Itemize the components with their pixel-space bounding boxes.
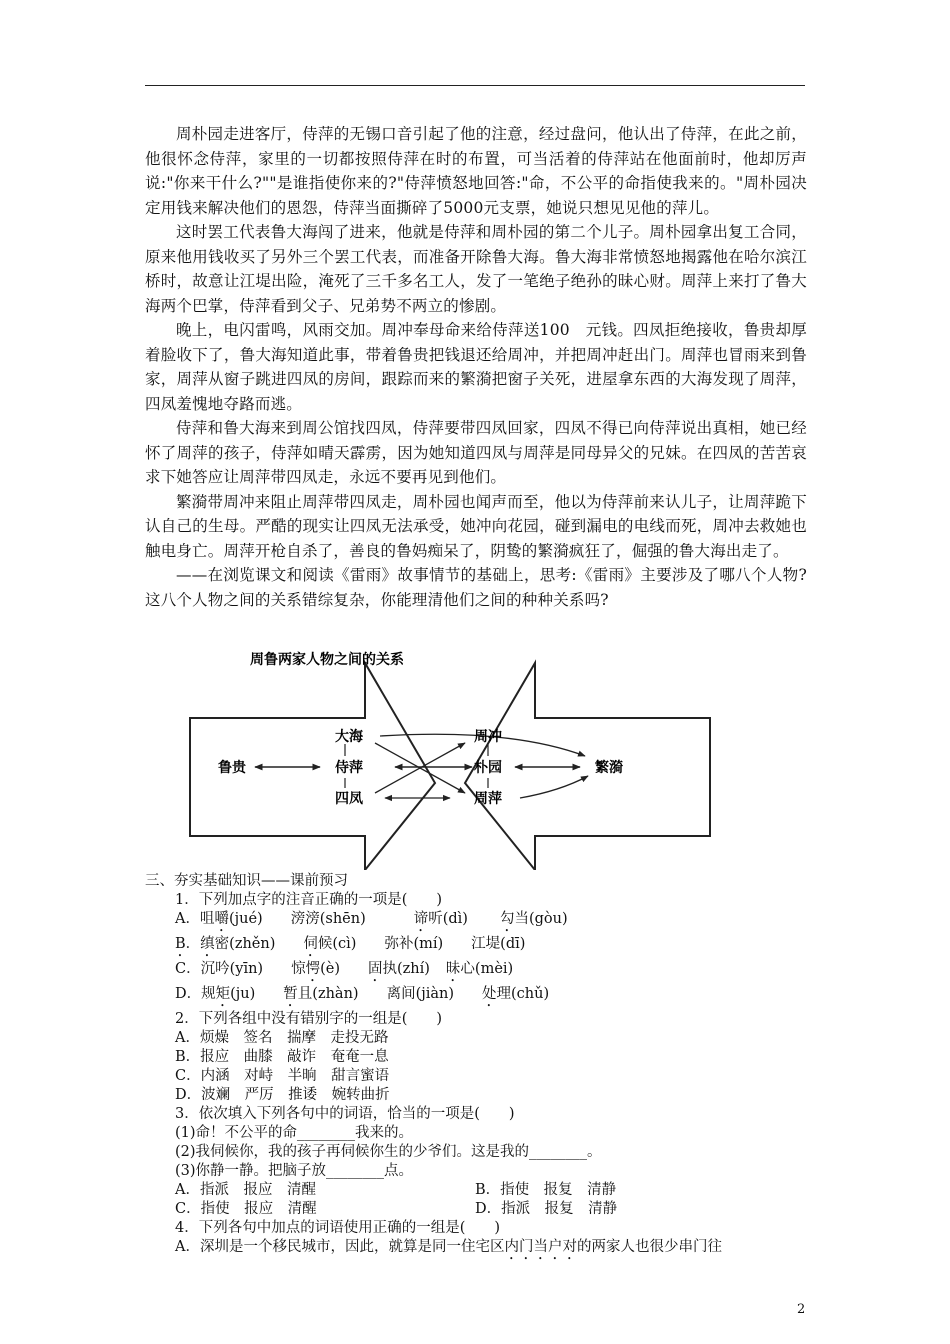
header-rule [145, 85, 805, 86]
q2-option-d: D．波斓 严厉 推诿 婉转曲折 [175, 1087, 390, 1103]
q4-option-a: A．深圳是一个移民城市，因此，就算是同一住宅区内门当户对的两家人也很少串门往 [175, 1239, 722, 1255]
q3-options-ab [175, 1181, 815, 1200]
story-paragraph-4: 侍萍和鲁大海来到周公馆找四凤，侍萍要带四凤回家，四凤不得已向侍萍说出真相，她已经怀了周萍的孩子，侍萍如晴天霹雳，因为她知道四凤与周萍是同母异父的兄妹。在四凤的苦苦哀求下她答应让周萍带四凤走，永远不要再见到他们。 [145, 419, 807, 486]
q1-option-b: B．缜密(zhěn) 伺候(cì) 弥补(mí) 江堤(dī) [175, 936, 526, 952]
q2-stem: 2．下列各组中没有错别字的一组是( ) [175, 1011, 443, 1027]
story-paragraph-1: 周朴园走进客厅，侍萍的无锡口音引起了他的注意，经过盘问，他认出了侍萍，在此之前，他很怀念侍萍，家里的一切都按照侍萍在时的布置，可当活着的侍萍站在他面前时，他却厉声说:"你来干什么?""是谁指使你来的?"侍萍愤怒地回答:"命，不公平的命指使我来的。"周朴园决定用钱来解决他们的恩怨，侍萍当面撕碎了5000元支票，她说只想见见他的萍儿。 [145, 125, 807, 217]
name-puyuan: 朴园 [474, 760, 502, 776]
page-number: 2 [797, 1302, 806, 1317]
q4-stem: 4．下列各句中加点的词语使用正确的一组是( ) [175, 1220, 501, 1236]
q2-option-a: A．烦燥 签名 揣摩 走投无路 [175, 1030, 389, 1046]
story-paragraph-2: 这时罢工代表鲁大海闯了进来，他就是侍萍和周朴园的第二个儿子。周朴园拿出复工合同，原来他用钱收买了另外三个罢工代表，而准备开除鲁大海。鲁大海非常愤怒地揭露他在哈尔滨江桥时，故意让江堤出险，淹死了三千多名工人，发了一笔绝子绝孙的昧心财。周萍上来打了鲁大海两个巴掌，侍萍看到父子、兄弟势不两立的惨剧。 [145, 223, 807, 315]
q1-stem: 1．下列加点字的注音正确的一项是( ) [175, 892, 443, 908]
name-lugui: 鲁贵 [218, 760, 246, 776]
story-paragraph-3: 晚上，电闪雷鸣，风雨交加。周冲奉母命来给侍萍送100 元钱。四凤拒绝接收，鲁贵却厚着脸收下了，鲁大海知道此事，带着鲁贵把钱退还给周冲，并把周冲赶出门。周萍也冒雨来到鲁家，周萍从窗子跳进四凤的房间，跟踪而来的繁漪把窗子关死，进屋拿东西的大海发现了周萍，四凤羞愧地夺路而逃。 [145, 321, 807, 413]
q3-sentence-3: (3)你静一静。把脑子放________点。 [175, 1163, 414, 1179]
name-shiping: 侍萍 [335, 760, 363, 776]
exercise-section [145, 872, 815, 1263]
name-sifeng: 四凤 [335, 791, 363, 807]
q3-option-a: A．指派 报应 清醒 [175, 1182, 316, 1198]
story-question: ——在浏览课文和阅读《雷雨》故事情节的基础上，思考:《雷雨》主要涉及了哪八个人物?这八个人物之间的关系错综复杂，你能理清他们之间的种种关系吗? [145, 566, 807, 609]
q1-option-c: C．沉吟(yīn) 惊愕(è) 固执(zhí) 昧心(mèi) [175, 961, 514, 977]
q3-sentence-1: (1)命！不公平的命________我来的。 [175, 1125, 414, 1141]
q3-options-cd [175, 1200, 815, 1219]
diagram-title: 周鲁两家人物之间的关系 [250, 652, 404, 668]
story-paragraph-5: 繁漪带周冲来阻止周萍带四凤走，周朴园也闻声而至，他以为侍萍前来认儿子，让周萍跪下认自己的生母。严酷的现实让四凤无法承受，她冲向花园，碰到漏电的电线而死，周冲去救她也触电身亡。周萍开枪自杀了，善良的鲁妈痴呆了，阴鸷的繁漪疯狂了，倔强的鲁大海出走了。 [145, 492, 807, 560]
section-heading: 三、夯实基础知识——课前预习 [145, 873, 348, 889]
q3-option-c: C．指使 报应 清醒 [175, 1201, 317, 1217]
name-zhouchong: 周冲 [474, 729, 502, 745]
q3-option-b: B．指使 报复 清静 [475, 1182, 617, 1198]
q1-option-d: D．规矩(ju) 暂且(zhàn) 离间(jiàn) 处理(chǔ) [175, 986, 550, 1002]
q3-option-d: D．指派 报复 清静 [475, 1201, 618, 1217]
q2-option-b: B．报应 曲膝 敲诈 奄奄一息 [175, 1049, 389, 1065]
relationship-diagram [180, 648, 720, 870]
name-dahai: 大海 [335, 729, 363, 745]
q3-stem: 3．依次填入下列各句中的词语，恰当的一项是( ) [175, 1106, 515, 1122]
q3-sentence-2: (2)我伺候你，我的孩子再伺候你生的少爷们。这是我的________。 [175, 1144, 602, 1160]
q1-option-a: A．咀嚼(jué) 滂滂(shēn) 谛听(dì) 勾当(gòu) [175, 911, 568, 927]
story-summary [145, 122, 807, 612]
arrow-zhouping-fanyi [520, 776, 588, 798]
q2-option-c: C．内涵 对峙 半晌 甜言蜜语 [175, 1068, 390, 1084]
name-fanyi: 繁漪 [595, 760, 623, 776]
name-zhouping: 周萍 [474, 791, 502, 807]
